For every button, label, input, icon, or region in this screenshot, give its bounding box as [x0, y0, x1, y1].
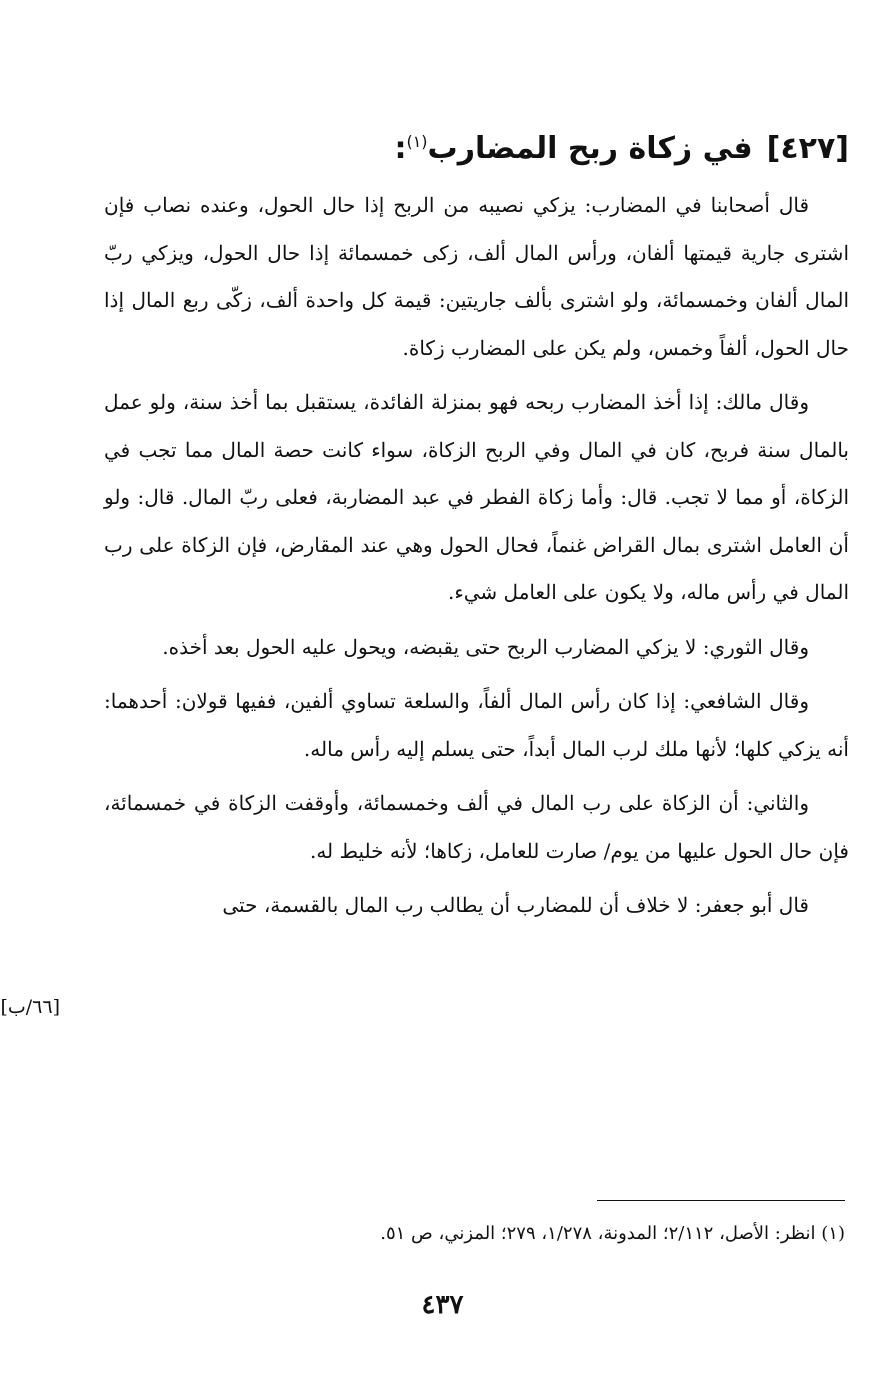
- footnote-reference[interactable]: (١): [406, 132, 428, 151]
- paragraph-ashabuna: قال أصحابنا في المضارب: يزكي نصيبه من الربح إذا حال الحول، وعنده نصاب فإن اشترى جارية قيمتها ألفان، ورأس المال ألف، زكى خمسمائة إذا حال الحول، ويزكي ربّ المال ألفان وخمسمائة، ولو اشترى بألف جاريتين: قيمة كل واحدة ألف، زكّى ربع المال إذا حال الحول، ألفاً وخمس، ولم يكن على المضارب زكاة.: [104, 193, 849, 360]
- paragraph-malik: وقال مالك: إذا أخذ المضارب ربحه فهو بمنزلة الفائدة، يستقبل بما أخذ سنة، ولو عمل بالمال سنة فربح، كان في المال وفي الربح الزكاة، سواء كانت حصة المال مما تجب في الزكاة، أو مما لا تجب. قال: وأما زكاة الفطر في عبد المضاربة، فعلى ربّ المال. قال: ولو أن العامل اشترى بمال القراض غنماً، فحال الحول وهي عند المقارض، فإن الزكاة على رب المال في رأس ماله، ولا يكون على العامل شيء.: [104, 390, 849, 604]
- section-title: في زكاة ربح المضارب: [427, 131, 753, 166]
- body-text: [104, 182, 849, 937]
- heading-colon: :: [394, 131, 407, 166]
- manuscript-folio-marker: [٦٦/ب]: [0, 996, 60, 1018]
- paragraph-shafii: وقال الشافعي: إذا كان رأس المال ألفاً، والسلعة تساوي ألفين، ففيها قولان: أحدهما: أنه يزكي كلها؛ لأنها ملك لرب المال أبداً، حتى يسلم إليه رأس ماله.: [104, 689, 849, 761]
- footnote-divider: [597, 1200, 845, 1201]
- paragraph-abu-jafar: قال أبو جعفر: لا خلاف أن للمضارب أن يطالب رب المال بالقسمة، حتى: [222, 893, 809, 917]
- paragraph-second-opinion: والثاني: أن الزكاة على رب المال في ألف وخمسمائة، وأوقفت الزكاة في خمسمائة، فإن حال الحول عليها من يوم/ صارت للعامل، زكاها؛ لأنه خليط له.: [104, 791, 849, 863]
- page-number: ٤٣٧: [421, 1290, 464, 1320]
- section-number: [٤٢٧]: [766, 131, 849, 166]
- footnote: (١) انظر: الأصل، ٢/١١٢؛ المدونة، ١/٢٧٨، ٢٧٩؛ المزني، ص ٥١.: [380, 1223, 845, 1244]
- section-heading: [394, 120, 849, 171]
- paragraph-thawri: وقال الثوري: لا يزكي المضارب الربح حتى يقبضه، ويحول عليه الحول بعد أخذه.: [162, 634, 809, 659]
